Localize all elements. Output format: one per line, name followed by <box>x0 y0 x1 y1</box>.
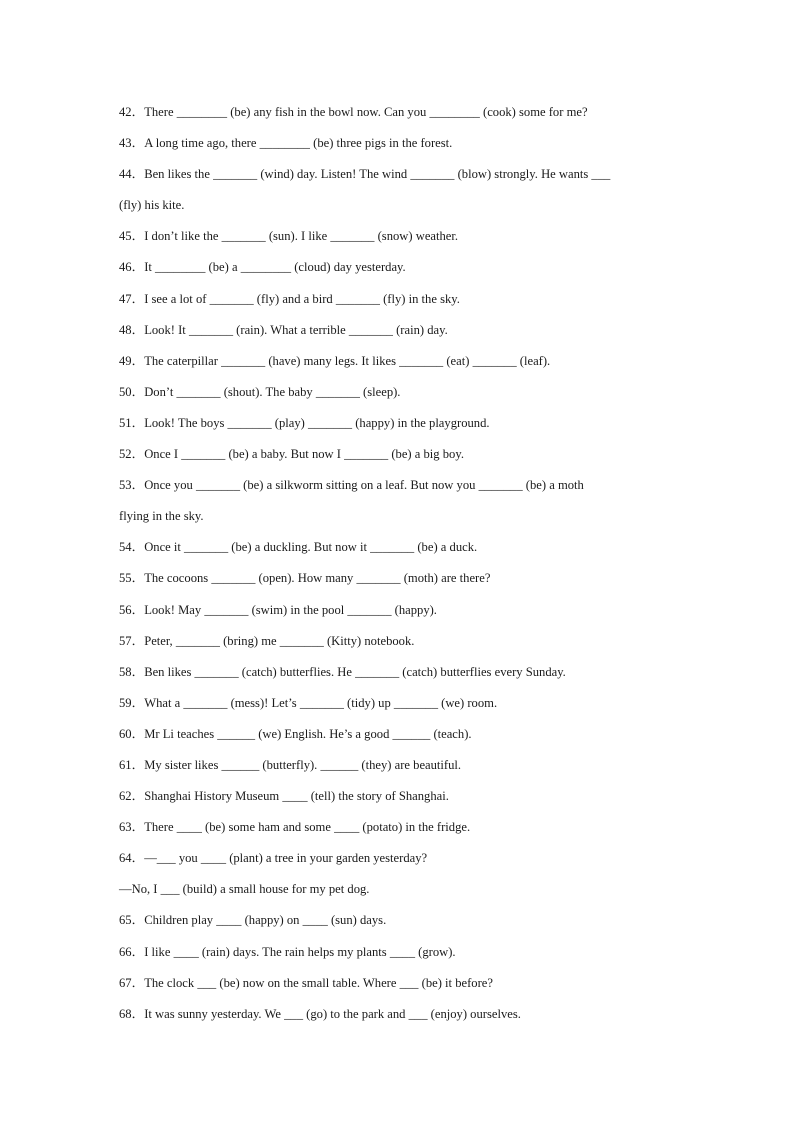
exercise-line: 46．It ________ (be) a ________ (cloud) day yesterday. <box>119 260 406 275</box>
exercise-line: 67．The clock ___ (be) now on the small table. Where ___ (be) it before? <box>119 975 493 990</box>
exercise-list <box>119 101 679 1034</box>
exercise-line: 48．Look! It _______ (rain). What a terrible _______ (rain) day. <box>119 322 448 337</box>
exercise-line: 55．The cocoons _______ (open). How many _______ (moth) are there? <box>119 571 491 586</box>
exercise-line: (fly) his kite. <box>119 198 185 213</box>
exercise-line: 47．I see a lot of _______ (fly) and a bird _______ (fly) in the sky. <box>119 291 460 306</box>
exercise-line: 54．Once it _______ (be) a duckling. But now it _______ (be) a duck. <box>119 540 478 555</box>
exercise-line: 66．I like ____ (rain) days. The rain helps my plants ____ (grow). <box>119 944 456 959</box>
exercise-line: 60．Mr Li teaches ______ (we) English. He’s a good ______ (teach). <box>119 726 472 741</box>
exercise-line: 50．Don’t _______ (shout). The baby _______ (sleep). <box>119 384 401 399</box>
exercise-line: 49．The caterpillar _______ (have) many legs. It likes _______ (eat) _______ (leaf). <box>119 353 551 368</box>
exercise-line: 51．Look! The boys _______ (play) _______ (happy) in the playground. <box>119 415 490 430</box>
exercise-line: —No, I ___ (build) a small house for my pet dog. <box>119 882 370 897</box>
exercise-line: 62．Shanghai History Museum ____ (tell) the story of Shanghai. <box>119 789 449 804</box>
exercise-line: 58．Ben likes _______ (catch) butterflies. He _______ (catch) butterflies every Sunday. <box>119 664 566 679</box>
exercise-line: 68．It was sunny yesterday. We ___ (go) to the park and ___ (enjoy) ourselves. <box>119 1006 521 1021</box>
exercise-line: 56．Look! May _______ (swim) in the pool _______ (happy). <box>119 602 437 617</box>
exercise-line: 61．My sister likes ______ (butterfly). ______ (they) are beautiful. <box>119 757 462 772</box>
exercise-line: flying in the sky. <box>119 509 204 524</box>
exercise-line: 63．There ____ (be) some ham and some ____ (potato) in the fridge. <box>119 820 471 835</box>
exercise-line: 53．Once you _______ (be) a silkworm sitting on a leaf. But now you _______ (be) a moth <box>119 478 584 493</box>
exercise-line: 43．A long time ago, there ________ (be) three pigs in the forest. <box>119 136 453 151</box>
exercise-line: 64．—___ you ____ (plant) a tree in your garden yesterday? <box>119 851 428 866</box>
exercise-line: 42．There ________ (be) any fish in the bowl now. Can you ________ (cook) some for me? <box>119 105 588 119</box>
exercise-line: 45．I don’t like the _______ (sun). I like _______ (snow) weather. <box>119 229 459 244</box>
exercise-line: 59．What a _______ (mess)! Let’s _______ (tidy) up _______ (we) room. <box>119 695 498 710</box>
exercise-line: 57．Peter, _______ (bring) me _______ (Kitty) notebook. <box>119 633 415 648</box>
exercise-line: 65．Children play ____ (happy) on ____ (sun) days. <box>119 913 387 928</box>
exercise-line: 52．Once I _______ (be) a baby. But now I _______ (be) a big boy. <box>119 447 464 462</box>
exercise-line: 44．Ben likes the _______ (wind) day. Listen! The wind _______ (blow) strongly. He wants ___ <box>119 167 611 182</box>
